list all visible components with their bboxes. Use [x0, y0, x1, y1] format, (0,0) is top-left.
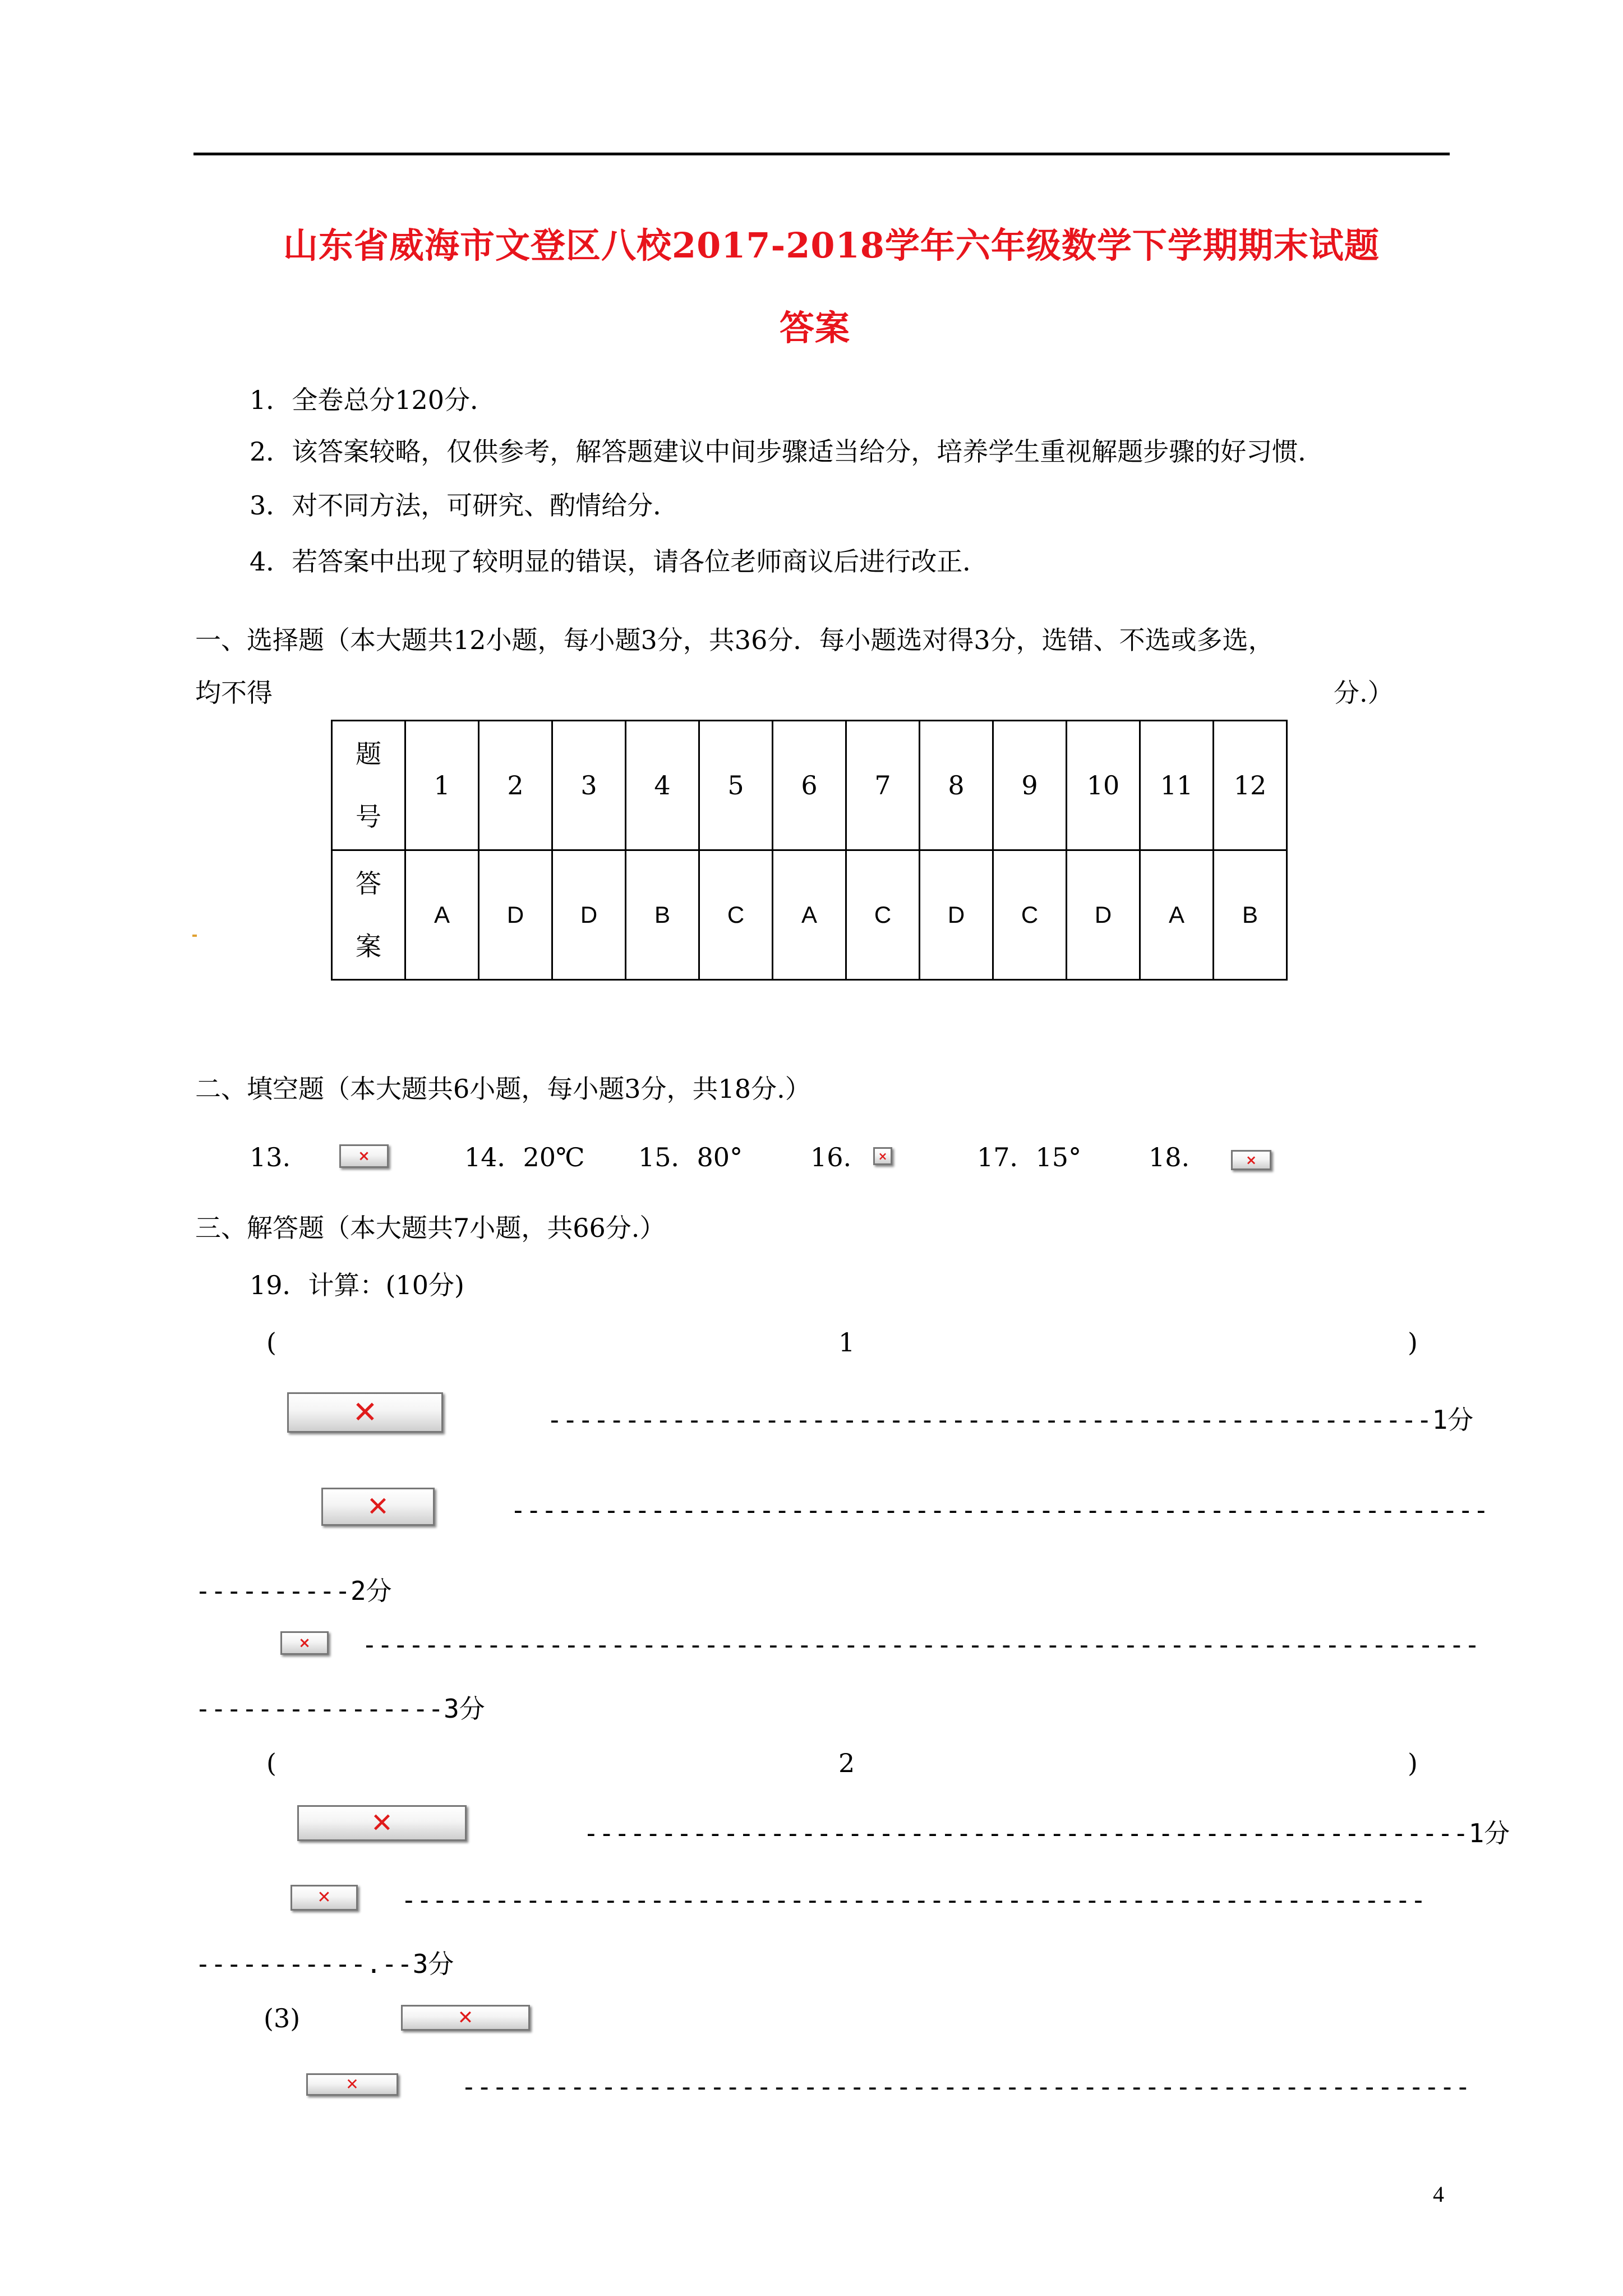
table-cell: 1 [405, 721, 479, 850]
broken-image-icon: × [298, 1635, 311, 1651]
table-cell: B [626, 850, 699, 980]
score-line: ---------------------------------------------------------1分 [547, 1405, 1474, 1435]
note-item: 2．该答案较略，仅供参考，解答题建议中间步骤适当给分，培养学生重视解题步骤的好习惯． [250, 436, 1324, 467]
table-header-char: 题 [356, 739, 381, 769]
page-number: 4 [1433, 2182, 1444, 2207]
broken-formula-image [306, 2073, 398, 2096]
table-cell: C [993, 850, 1067, 980]
table-cell: 6 [773, 721, 846, 850]
fill-answer-17: 17．15° [977, 1142, 1082, 1172]
broken-image-icon: × [878, 1149, 888, 1163]
broken-formula-image [291, 1885, 358, 1911]
table-cell: 10 [1067, 721, 1140, 850]
broken-image-icon: ✕ [352, 1395, 378, 1430]
part3-label: (3) [264, 2003, 301, 2033]
table-cell: 2 [479, 721, 552, 850]
part1-number: 1 [838, 1327, 855, 1358]
table-row [332, 721, 1287, 850]
page-title: 山东省威海市文登区八校2017-2018学年六年级数学下学期期末试题 [283, 225, 1380, 266]
broken-image-icon: ✕ [370, 1807, 394, 1839]
score-line: ----------------------------------------------------------------- [461, 2072, 1471, 2102]
section1-heading: 一、选择题（本大题共12小题，每小题3分，共36分．每小题选对得3分，选错、不选或多选， [195, 625, 1274, 655]
stray-mark [192, 935, 197, 937]
table-header-char: 答 [356, 868, 381, 899]
broken-formula-image [321, 1488, 435, 1526]
table-cell: 8 [920, 721, 993, 850]
broken-formula-image [1231, 1150, 1271, 1170]
score-line: ----------2分 [195, 1576, 392, 1606]
note-item: 4．若答案中出现了较明显的错误，请各位老师商议后进行改正． [250, 546, 989, 577]
part2-close-paren: ) [1408, 1748, 1418, 1778]
broken-formula-image [297, 1805, 467, 1841]
table-cell: 11 [1140, 721, 1214, 850]
table-header-cell [332, 850, 405, 980]
table-header-cell [332, 721, 405, 850]
score-line: -----------.--3分 [195, 1949, 454, 1979]
table-cell: 4 [626, 721, 699, 850]
score-line: ------------------------------------------------------------------------ [362, 1630, 1480, 1660]
table-cell: B [1214, 850, 1287, 980]
table-cell: C [699, 850, 773, 980]
broken-formula-image [339, 1144, 389, 1168]
part2-number: 2 [838, 1748, 855, 1778]
table-cell: D [479, 850, 552, 980]
table-cell: 12 [1214, 721, 1287, 850]
score-line: ----------------3分 [195, 1694, 485, 1724]
table-cell: C [846, 850, 920, 980]
broken-image-icon: × [358, 1148, 370, 1165]
table-cell: A [773, 850, 846, 980]
fill-answer-16: 16. [810, 1142, 852, 1172]
table-cell: D [920, 850, 993, 980]
table-cell: 7 [846, 721, 920, 850]
broken-image-icon: ✕ [366, 1491, 390, 1522]
table-cell: 5 [699, 721, 773, 850]
question-19-label: 19．计算：(10分) [250, 1270, 464, 1300]
broken-image-icon: ✕ [345, 2075, 359, 2093]
table-cell: D [552, 850, 626, 980]
section3-heading: 三、解答题（本大题共7小题，共66分.） [195, 1213, 666, 1243]
table-cell: A [1140, 850, 1214, 980]
broken-formula-image [287, 1392, 443, 1433]
table-header-char: 号 [356, 802, 381, 832]
note-item: 3．对不同方法，可研究、酌情给分． [250, 490, 679, 521]
page-subtitle: 答案 [780, 307, 851, 348]
table-row [332, 850, 1287, 980]
score-line: ---------------------------------------------------------1分 [583, 1818, 1510, 1848]
table-cell: A [405, 850, 479, 980]
fill-answer-15: 15．80° [638, 1142, 743, 1172]
fill-answer-14: 14．20℃ [464, 1142, 585, 1172]
note-item: 1．全卷总分120分． [250, 385, 496, 415]
table-cell: 9 [993, 721, 1067, 850]
table-header-char: 案 [356, 931, 381, 961]
answer-table [331, 720, 1288, 981]
section1-heading-cont-left: 均不得 [195, 678, 273, 708]
broken-image-icon: × [1245, 1152, 1257, 1168]
broken-formula-image [873, 1147, 892, 1165]
part1-close-paren: ) [1408, 1327, 1418, 1358]
table-cell: D [1067, 850, 1140, 980]
broken-image-icon: ✕ [317, 1888, 331, 1907]
section2-heading: 二、填空题（本大题共6小题，每小题3分，共18分.） [195, 1074, 811, 1104]
score-line: ------------------------------------------------------------------ [401, 1885, 1426, 1915]
broken-image-icon: ✕ [457, 2007, 474, 2029]
part2-open-paren: ( [266, 1748, 276, 1778]
broken-formula-image [401, 2005, 530, 2031]
section1-heading-cont-right: 分.） [1334, 678, 1394, 708]
part1-open-paren: ( [266, 1327, 276, 1358]
table-cell: 3 [552, 721, 626, 850]
score-line: --------------------------------------------------------------- [510, 1495, 1489, 1525]
fill-answer-18: 18. [1149, 1142, 1190, 1172]
fill-answer-13: 13. [250, 1142, 291, 1172]
broken-formula-image [280, 1631, 329, 1655]
header-rule [193, 153, 1450, 155]
